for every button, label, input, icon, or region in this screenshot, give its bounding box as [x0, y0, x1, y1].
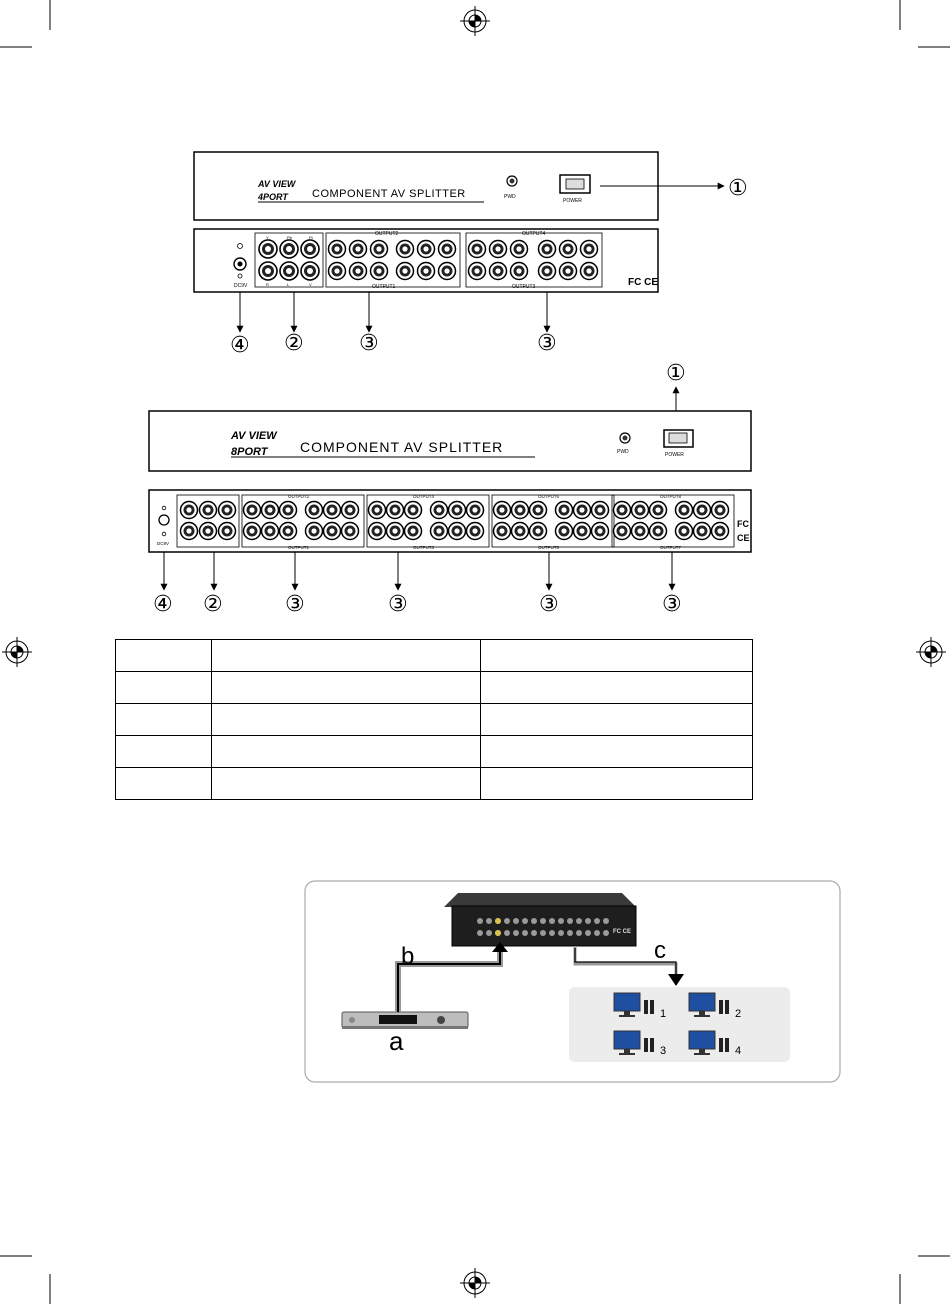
output1-label-8: OUTPUT1 — [288, 545, 310, 550]
table-cell — [481, 736, 753, 768]
output4-label-8: OUTPUT4 — [413, 494, 435, 499]
dc-jack-8 — [159, 515, 169, 525]
table-cell — [116, 768, 212, 800]
brand-top: AV VIEW — [258, 179, 296, 189]
table-row — [116, 640, 753, 672]
callout-out1-8: ③ — [285, 592, 305, 617]
callouts-8port — [164, 552, 672, 590]
label-c: c — [654, 937, 666, 964]
callout-input-8: ② — [203, 592, 223, 617]
table-cell — [116, 704, 212, 736]
display-2-label: 2 — [735, 1008, 742, 1020]
output4-label: OUTPUT4 — [522, 231, 546, 237]
table-cell — [212, 704, 481, 736]
display-3-label: 3 — [660, 1045, 667, 1057]
power-label: POWER — [563, 198, 582, 204]
table-cell — [212, 640, 481, 672]
table-cell — [116, 736, 212, 768]
pwd-label-8: PWD — [617, 449, 629, 455]
label-a: a — [389, 1026, 404, 1056]
table-row — [116, 768, 753, 800]
product-title-8: COMPONENT AV SPLITTER — [300, 439, 504, 455]
device-cert: FC CE — [613, 929, 631, 935]
splitter-device — [444, 893, 636, 946]
output5-label-8: OUTPUT5 — [538, 545, 560, 550]
table-row — [116, 672, 753, 704]
label-b: b — [401, 943, 415, 970]
output1-label: OUTPUT1 — [372, 284, 396, 290]
callouts-4port — [240, 292, 547, 332]
callout-output-a: ③ — [359, 331, 379, 356]
callout-dc: ④ — [230, 333, 250, 358]
callout-out4-8: ③ — [662, 592, 682, 617]
table-cell — [212, 736, 481, 768]
callout-out2-8: ③ — [388, 592, 408, 617]
table-cell — [481, 672, 753, 704]
callout-input: ② — [284, 331, 304, 356]
output7-label-8: OUTPUT7 — [660, 545, 682, 550]
rear-panel-4port — [194, 229, 658, 292]
table-cell — [116, 640, 212, 672]
dc-label: DC9V — [234, 283, 248, 289]
display-4-label: 4 — [735, 1045, 742, 1057]
table-cell — [116, 672, 212, 704]
table-cell — [212, 768, 481, 800]
brand-port: 4PORT — [258, 192, 288, 202]
table-row — [116, 736, 753, 768]
cert-fc-8: FC — [737, 519, 749, 529]
output6-label-8: OUTPUT6 — [538, 494, 560, 499]
output2-label: OUTPUT2 — [375, 231, 399, 237]
displays-group — [569, 987, 790, 1062]
cert-ce-8: CE — [737, 533, 750, 543]
callout-output-b: ③ — [537, 331, 557, 356]
output3-label: OUTPUT3 — [512, 284, 536, 290]
in-label-r: R — [266, 282, 269, 287]
output2-label-8: OUTPUT2 — [288, 494, 310, 499]
in-label-pr: Pr — [309, 235, 313, 240]
registration-mark-left — [2, 637, 32, 667]
callout-dc-8: ④ — [153, 592, 173, 617]
front-panel-4port — [194, 152, 748, 220]
source-device — [342, 1012, 468, 1029]
output3-label-8: OUTPUT3 — [413, 545, 435, 550]
brand-port-8: 8PORT — [231, 446, 268, 458]
in-label-y: Y — [266, 235, 269, 240]
registration-mark-top — [460, 6, 490, 36]
in-label-l: L — [287, 282, 290, 287]
table-cell — [212, 672, 481, 704]
in-label-v: V — [309, 282, 312, 287]
front-panel-8port — [149, 361, 751, 471]
callout-out3-8: ③ — [539, 592, 559, 617]
pwd-label: PWD — [504, 194, 516, 200]
connection-diagram — [305, 881, 840, 1082]
power-label-8: POWER — [665, 452, 684, 458]
table-cell — [481, 640, 753, 672]
dc-label-8: DC9V — [157, 541, 170, 546]
product-title: COMPONENT AV SPLITTER — [312, 188, 466, 200]
output8-label-8: OUTPUT8 — [660, 494, 682, 499]
registration-mark-bottom — [460, 1268, 490, 1298]
callout-power-8: ① — [666, 361, 686, 386]
table-row — [116, 704, 753, 736]
table-cell — [481, 768, 753, 800]
registration-mark-right — [916, 637, 946, 667]
brand-top-8: AV VIEW — [231, 430, 277, 442]
rear-panel-8port — [149, 490, 751, 552]
certification-marks: FC CE — [628, 277, 658, 288]
display-1-label: 1 — [660, 1008, 667, 1020]
table-cell — [481, 704, 753, 736]
in-label-pb: Pb — [287, 235, 292, 240]
spec-table — [115, 639, 753, 800]
callout-power: ① — [728, 176, 748, 201]
